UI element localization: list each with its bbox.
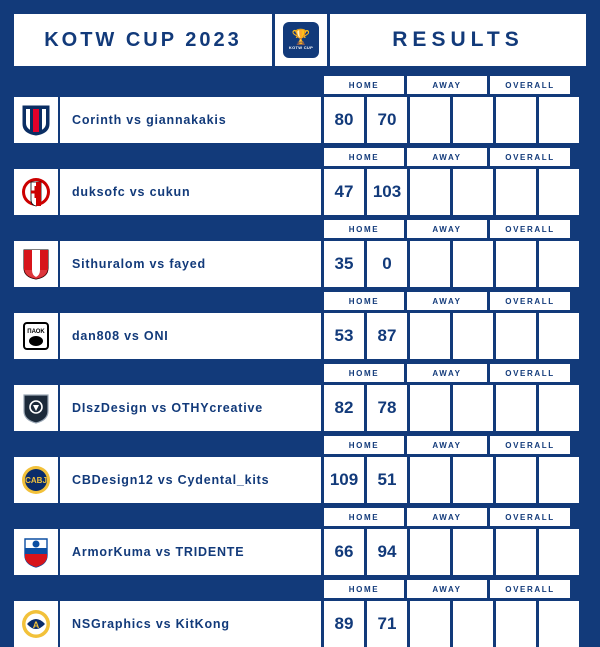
away-score-2	[453, 241, 493, 287]
paok-crest-svg	[21, 320, 51, 352]
match-label: CBDesign12 vs Cydental_kits	[72, 473, 270, 487]
ac-milan-crest-svg	[21, 176, 51, 208]
match-label: Sithuralom vs fayed	[72, 257, 206, 271]
overall-score-2	[539, 313, 579, 359]
match-label: DIszDesign vs OTHYcreative	[72, 401, 264, 415]
away-score-1	[410, 313, 450, 359]
overall-score-1	[496, 169, 536, 215]
overall-score-2	[539, 529, 579, 575]
col-overall: OVERALL	[490, 580, 570, 598]
cup-title-panel	[14, 14, 272, 66]
overall-score-1	[496, 385, 536, 431]
col-away: AWAY	[407, 508, 487, 526]
away-score-2	[453, 313, 493, 359]
away-score-2	[453, 169, 493, 215]
col-home: HOME	[324, 76, 404, 94]
match-box[interactable]	[14, 601, 321, 647]
col-away: AWAY	[407, 580, 487, 598]
header-spacer	[14, 580, 324, 598]
home-score-2: 94	[367, 529, 407, 575]
match-label: NSGraphics vs KitKong	[72, 617, 230, 631]
col-overall: OVERALL	[490, 76, 570, 94]
away-score-2	[453, 601, 493, 647]
table-row[interactable]	[14, 601, 586, 647]
home-score-2: 70	[367, 97, 407, 143]
column-headers	[14, 436, 586, 454]
table-row[interactable]	[14, 385, 586, 431]
overall-score-1	[496, 241, 536, 287]
svg-text:A: A	[32, 620, 40, 630]
match-box[interactable]	[14, 97, 321, 143]
column-headers	[14, 220, 586, 238]
boca-juniors-crest-icon	[14, 457, 60, 503]
home-score-1: 47	[324, 169, 364, 215]
header-spacer	[14, 148, 324, 166]
col-home: HOME	[324, 508, 404, 526]
col-home: HOME	[324, 220, 404, 238]
match-box[interactable]	[14, 529, 321, 575]
overall-score-2	[539, 241, 579, 287]
col-away: AWAY	[407, 292, 487, 310]
overall-score-1	[496, 97, 536, 143]
home-score-1: 35	[324, 241, 364, 287]
column-headers	[14, 292, 586, 310]
col-away: AWAY	[407, 76, 487, 94]
page-title: KOTW CUP 2023	[44, 28, 242, 51]
table-row[interactable]	[14, 169, 586, 215]
column-headers	[14, 76, 586, 94]
home-score-2: 103	[367, 169, 407, 215]
header-spacer	[14, 508, 324, 526]
away-score-1	[410, 385, 450, 431]
table-row[interactable]	[14, 97, 586, 143]
feyenoord-crest-svg	[21, 248, 51, 280]
boca-juniors-crest-svg	[21, 464, 51, 496]
table-row[interactable]	[14, 241, 586, 287]
home-score-2: 71	[367, 601, 407, 647]
match-box[interactable]	[14, 313, 321, 359]
logo-caption: KOTW CUP	[288, 44, 314, 50]
psg-crest-icon	[14, 97, 60, 143]
table-row[interactable]	[14, 457, 586, 503]
col-overall: OVERALL	[490, 508, 570, 526]
away-score-1	[410, 97, 450, 143]
home-score-1: 89	[324, 601, 364, 647]
col-home: HOME	[324, 436, 404, 454]
psg-crest-svg	[21, 104, 51, 136]
col-home: HOME	[324, 292, 404, 310]
away-score-1	[410, 169, 450, 215]
match-label: ArmorKuma vs TRIDENTE	[72, 545, 245, 559]
header-spacer	[14, 292, 324, 310]
col-away: AWAY	[407, 364, 487, 382]
away-score-2	[453, 385, 493, 431]
ac-milan-crest-icon	[14, 169, 60, 215]
header-spacer	[14, 436, 324, 454]
home-score-1: 66	[324, 529, 364, 575]
match-box[interactable]	[14, 169, 321, 215]
overall-score-2	[539, 97, 579, 143]
home-score-2: 87	[367, 313, 407, 359]
column-headers	[14, 364, 586, 382]
overall-score-1	[496, 313, 536, 359]
header-spacer	[14, 76, 324, 94]
col-overall: OVERALL	[490, 436, 570, 454]
col-away: AWAY	[407, 148, 487, 166]
board-header	[14, 14, 586, 66]
home-score-2: 78	[367, 385, 407, 431]
column-headers	[14, 508, 586, 526]
overall-score-2	[539, 169, 579, 215]
svg-text:ΠΑΟΚ: ΠΑΟΚ	[27, 329, 45, 335]
match-label: Corinth vs giannakakis	[72, 113, 227, 127]
match-label: dan808 vs ONI	[72, 329, 169, 343]
match-label: duksofc vs cukun	[72, 185, 191, 199]
table-row[interactable]	[14, 529, 586, 575]
col-home: HOME	[324, 148, 404, 166]
col-overall: OVERALL	[490, 292, 570, 310]
home-score-2: 0	[367, 241, 407, 287]
column-headers	[14, 580, 586, 598]
russia-crest-svg	[21, 536, 51, 568]
col-overall: OVERALL	[490, 220, 570, 238]
match-box[interactable]	[14, 457, 321, 503]
away-score-2	[453, 97, 493, 143]
col-home: HOME	[324, 364, 404, 382]
away-score-2	[453, 529, 493, 575]
col-overall: OVERALL	[490, 148, 570, 166]
home-score-1: 80	[324, 97, 364, 143]
overall-score-2	[539, 601, 579, 647]
away-score-1	[410, 601, 450, 647]
club-america-crest-svg	[21, 608, 51, 640]
paok-crest-icon	[14, 313, 60, 359]
match-box[interactable]	[14, 385, 321, 431]
overall-score-1	[496, 457, 536, 503]
results-panel	[330, 14, 586, 66]
header-spacer	[14, 364, 324, 382]
overall-score-1	[496, 601, 536, 647]
col-overall: OVERALL	[490, 364, 570, 382]
match-box[interactable]	[14, 241, 321, 287]
overall-score-1	[496, 529, 536, 575]
column-headers	[14, 148, 586, 166]
overall-score-2	[539, 457, 579, 503]
results-title: RESULTS	[392, 28, 524, 51]
home-score-2: 51	[367, 457, 407, 503]
away-score-2	[453, 457, 493, 503]
home-score-1: 109	[324, 457, 364, 503]
away-score-1	[410, 241, 450, 287]
kotw-cup-logo	[272, 14, 330, 66]
col-away: AWAY	[407, 220, 487, 238]
table-row[interactable]	[14, 313, 586, 359]
col-home: HOME	[324, 580, 404, 598]
home-score-1: 53	[324, 313, 364, 359]
dark-shield-crest-svg	[21, 392, 51, 424]
col-away: AWAY	[407, 436, 487, 454]
trophy-glyph: 🏆	[291, 28, 311, 46]
dark-shield-crest-icon	[14, 385, 60, 431]
feyenoord-crest-icon	[14, 241, 60, 287]
overall-score-2	[539, 385, 579, 431]
header-spacer	[14, 220, 324, 238]
trophy-icon	[283, 22, 319, 58]
russia-crest-icon	[14, 529, 60, 575]
home-score-1: 82	[324, 385, 364, 431]
away-score-1	[410, 457, 450, 503]
svg-text:CABJ: CABJ	[25, 476, 47, 485]
away-score-1	[410, 529, 450, 575]
club-america-crest-icon	[14, 601, 60, 647]
